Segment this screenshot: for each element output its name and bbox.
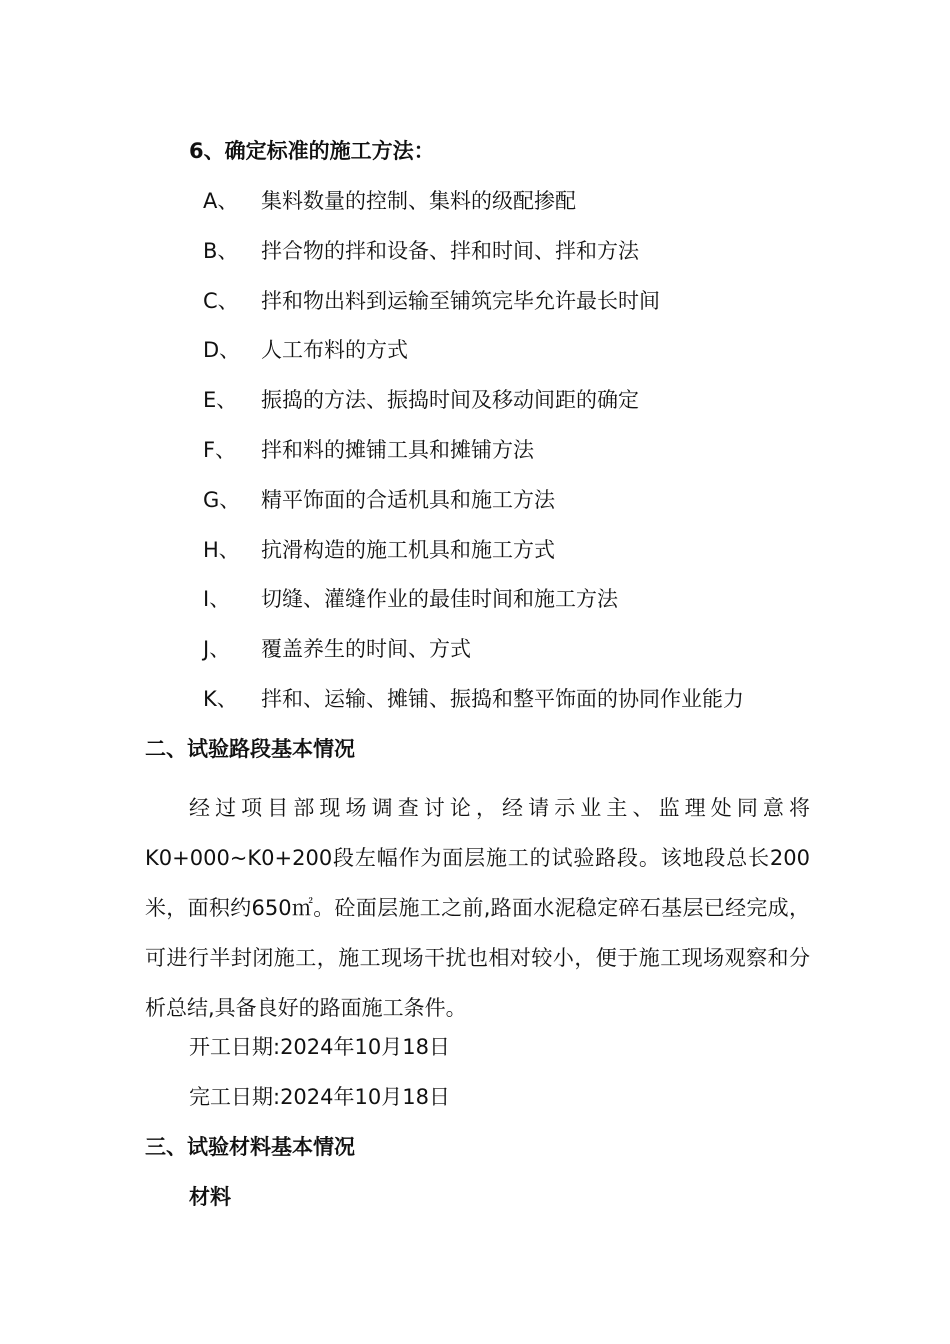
list-item-text: 拌和物出料到运输至铺筑完毕允许最长时间	[261, 289, 660, 313]
section-2-paragraph: 经过项目部现场调查讨论，经请示业主、监理处同意将K0+000~K0+200段左幅作为面层施工的试验路段。该地段总长200米，面积约650㎡。砼面层施工之前,路面水泥稳定碎石基层已经完成，可进行半封闭施工，施工现场干扰也相对较小，便于施工现场观察和分析总结,具备良好的路面施工条件。	[145, 796, 810, 1020]
list-item-marker: B、	[203, 239, 239, 263]
list-item-marker: I、	[203, 587, 231, 611]
list-item-marker: G、	[203, 488, 241, 512]
list-item-marker: D、	[203, 338, 241, 362]
end-date: 完工日期:2024年10月18日	[189, 1085, 450, 1109]
list-item-text: 人工布料的方式	[261, 338, 408, 362]
list-item-marker: H、	[203, 538, 240, 562]
list-item-text: 切缝、灌缝作业的最佳时间和施工方法	[261, 587, 618, 611]
list-item-text: 抗滑构造的施工机具和施工方式	[261, 538, 555, 562]
list-item-marker: C、	[203, 289, 239, 313]
list-item-text: 精平饰面的合适机具和施工方法	[261, 488, 555, 512]
list-item-text: 拌和料的摊铺工具和摊铺方法	[261, 438, 534, 462]
list-item-text: 振捣的方法、振捣时间及移动间距的确定	[261, 388, 639, 412]
start-date: 开工日期:2024年10月18日	[189, 1035, 450, 1059]
list-item-text: 拌和、运输、摊铺、振捣和整平饰面的协同作业能力	[261, 687, 744, 711]
section-2-title: 二、试验路段基本情况	[145, 737, 355, 761]
list-item-marker: K、	[203, 687, 238, 711]
section-6-title: 6、确定标准的施工方法：	[189, 139, 435, 163]
section-3-title: 三、试验材料基本情况	[145, 1135, 355, 1159]
list-item-marker: E、	[203, 388, 238, 412]
section-3-subtitle: 材料	[189, 1185, 231, 1209]
list-item-text: 拌合物的拌和设备、拌和时间、拌和方法	[261, 239, 639, 263]
list-item-marker: F、	[203, 438, 237, 462]
list-item-text: 覆盖养生的时间、方式	[261, 637, 471, 661]
list-item-marker: J、	[203, 637, 231, 661]
list-item-marker: A、	[203, 189, 239, 213]
list-item-text: 集料数量的控制、集料的级配掺配	[261, 189, 576, 213]
